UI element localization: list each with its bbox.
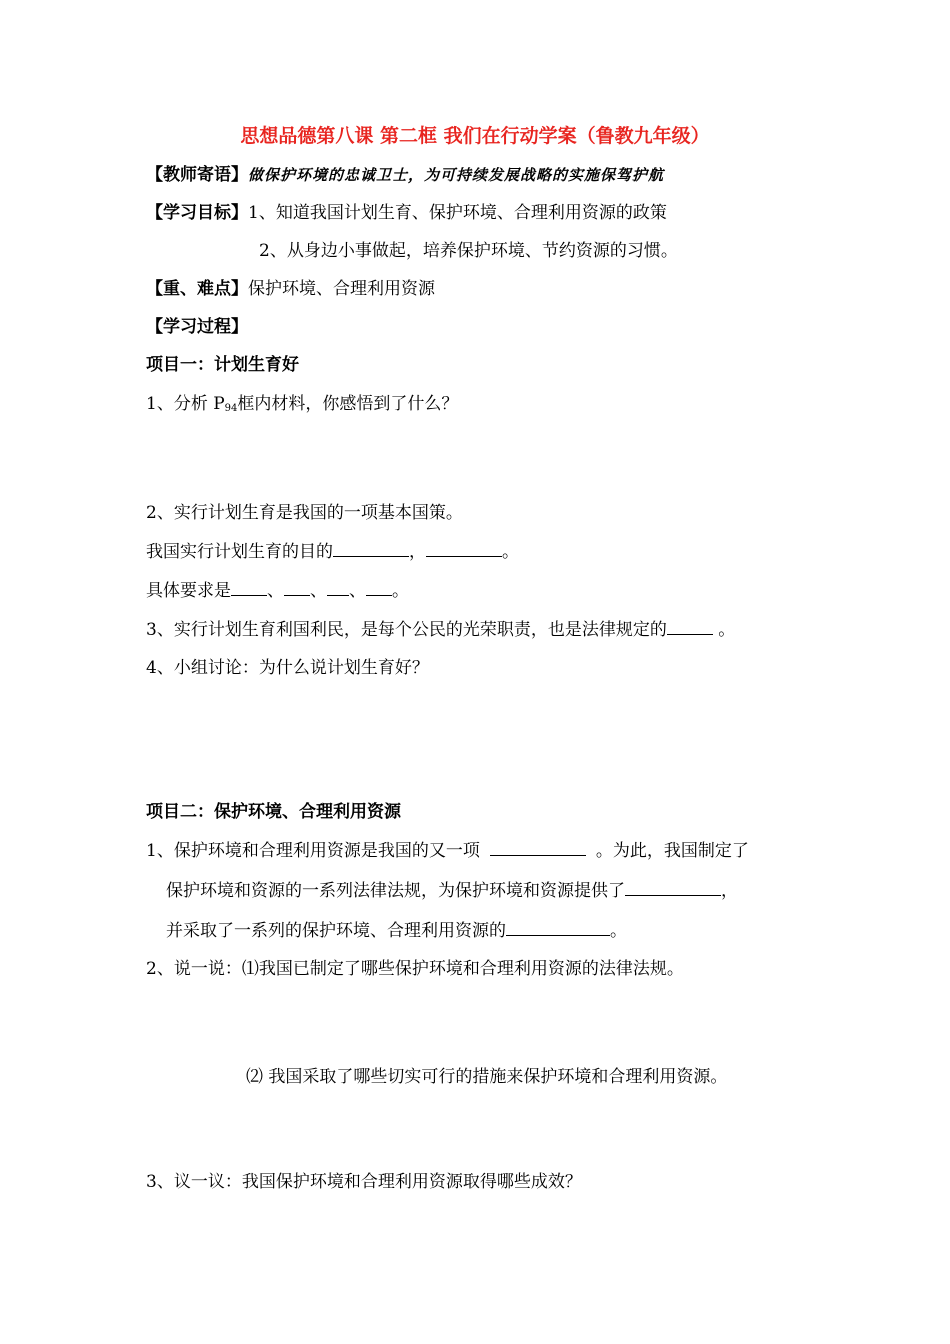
- teacher-message-label: 【教师寄语】: [146, 165, 248, 185]
- q1-line2-text: 保护环境和资源的一系列法律法规，为保护环境和资源提供了: [166, 881, 625, 901]
- fill-blank[interactable]: [327, 579, 349, 596]
- fill-blank[interactable]: [426, 540, 502, 557]
- project1-question-1: [146, 393, 458, 415]
- fill-blank[interactable]: [366, 579, 392, 596]
- project2-question-3: 3、议一议：我国保护环境和合理利用资源取得哪些成效？: [146, 1172, 582, 1192]
- fill-blank[interactable]: [231, 579, 267, 596]
- key-points-label: 【重、难点】: [146, 279, 248, 299]
- project1-question-4: 4、小组讨论：为什么说计划生育好？: [146, 658, 429, 678]
- period: 。: [502, 542, 519, 562]
- purpose-text: 我国实行计划生育的目的: [146, 542, 333, 562]
- separator: 、: [310, 581, 327, 601]
- q1-line1-text: 1、保护环境和合理利用资源是我国的又一项: [146, 841, 480, 861]
- project1-requirements: [146, 579, 409, 602]
- key-points: [146, 278, 435, 300]
- learning-goals-label: 【学习目标】: [146, 203, 248, 223]
- requirements-text: 具体要求是: [146, 581, 231, 601]
- q1-line3-text: 并采取了一系列的保护环境、合理利用资源的: [166, 921, 506, 941]
- q1-line2-suffix: ，: [721, 881, 738, 901]
- page-subscript: 94: [224, 403, 238, 414]
- q1-line1-suffix: 。为此，我国制定了: [595, 841, 749, 861]
- fill-blank[interactable]: [490, 839, 586, 856]
- project2-q1-line3: [166, 919, 627, 942]
- teacher-message: [146, 164, 664, 186]
- separator: 、: [349, 581, 366, 601]
- fill-blank[interactable]: [625, 879, 721, 896]
- key-points-text: 保护环境、合理利用资源: [248, 279, 435, 299]
- fill-blank[interactable]: [506, 919, 610, 936]
- learning-goals: [146, 202, 667, 224]
- project1-question-2: 2、实行计划生育是我国的一项基本国策。: [146, 503, 463, 523]
- fill-blank[interactable]: [333, 540, 409, 557]
- project2-q1-line2: [166, 879, 738, 902]
- q3-text: 3、实行计划生育利国利民，是每个公民的光荣职责，也是法律规定的: [146, 620, 667, 640]
- learning-process-label: 【学习过程】: [146, 317, 248, 337]
- period: 。: [712, 620, 736, 640]
- learning-goal-2: 2、从身边小事做起，培养保护环境、节约资源的习惯。: [259, 241, 678, 261]
- teacher-message-text: 做保护环境的忠诚卫士，为可持续发展战略的实施保驾护航: [248, 166, 665, 184]
- project2-heading: 项目二：保护环境、合理利用资源: [146, 802, 401, 822]
- separator: ，: [409, 542, 426, 562]
- project2-question-2b: ⑵ 我国采取了哪些切实可行的措施来保护环境和合理利用资源。: [246, 1067, 728, 1087]
- q1-prefix: 1、分析 P: [146, 394, 225, 414]
- document-title: 思想品德第八课 第二框 我们在行动学案（鲁教九年级）: [240, 125, 710, 147]
- project1-purpose: [146, 540, 519, 563]
- period: 。: [392, 581, 409, 601]
- learning-goal-1: 1、知道我国计划生育、保护环境、合理利用资源的政策: [248, 203, 667, 223]
- separator: 、: [267, 581, 284, 601]
- project2-question-2a: 2、说一说：⑴我国已制定了哪些保护环境和合理利用资源的法律法规。: [146, 959, 684, 979]
- period: 。: [610, 921, 627, 941]
- fill-blank[interactable]: [284, 579, 310, 596]
- q1-suffix: 框内材料，你感悟到了什么？: [237, 394, 459, 414]
- fill-blank[interactable]: [667, 618, 713, 635]
- project1-question-3: [146, 618, 735, 641]
- project1-heading: 项目一：计划生育好: [146, 355, 299, 375]
- project2-q1-line1: [146, 839, 749, 862]
